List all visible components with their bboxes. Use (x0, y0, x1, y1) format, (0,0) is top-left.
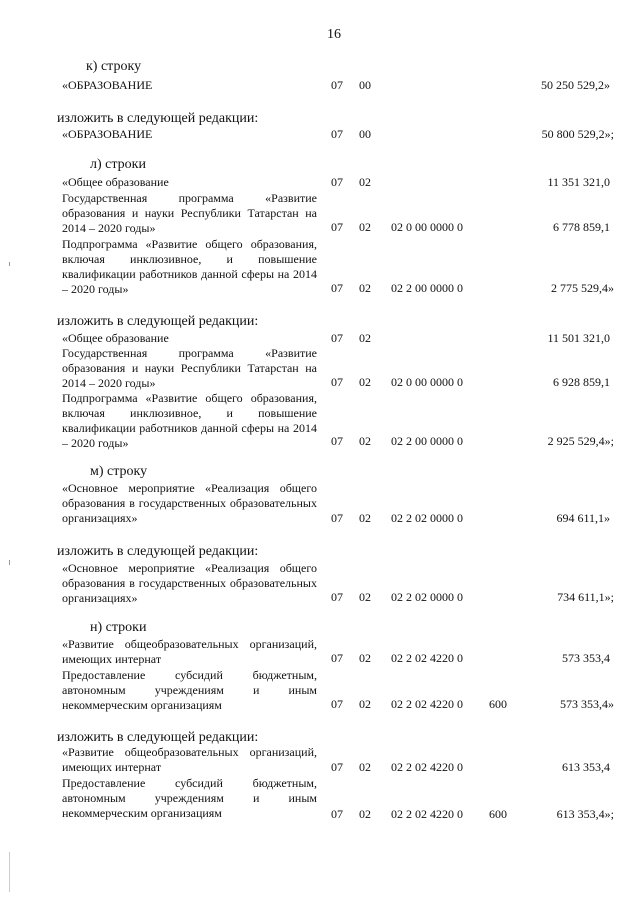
row-pr: 02 (359, 331, 371, 345)
row-rz: 07 (331, 434, 343, 448)
row-rz: 07 (331, 281, 343, 295)
section-heading: изложить в следующей редакции: (57, 111, 259, 126)
section-heading: м) строку (90, 464, 148, 479)
row-pr: 02 (359, 807, 371, 821)
row-sum: 2 775 529,4» (551, 281, 614, 295)
row-text: Государственная программа «Развитие образования и науки Республики Татарстан на 2014 – 2020 годы» (62, 191, 317, 235)
row-pr: 00 (359, 78, 371, 92)
row-text: «Развитие общеобразовательных организаций, имеющих интернат (62, 745, 317, 774)
row-sum: 6 778 859,1 (553, 220, 610, 234)
row-text: «ОБРАЗОВАНИЕ (62, 127, 153, 141)
section-heading: л) строки (90, 157, 146, 172)
row-rz: 07 (331, 651, 343, 665)
row-sum: 2 925 529,4»; (547, 434, 614, 448)
row-rz: 07 (331, 590, 343, 604)
row-csr: 02 2 00 0000 0 (391, 281, 463, 295)
row-sum: 573 353,4» (560, 697, 614, 711)
row-pr: 02 (359, 281, 371, 295)
scan-speck (9, 852, 10, 892)
row-text: «Основное мероприятие «Реализация общего образования в государственных образовательных организациях» (62, 481, 317, 525)
row-rz: 07 (331, 375, 343, 389)
scan-speck (9, 262, 10, 266)
row-vr: 600 (489, 807, 507, 821)
row-pr: 00 (359, 127, 371, 141)
row-rz: 07 (331, 175, 343, 189)
row-rz: 07 (331, 331, 343, 345)
section-heading: к) строку (86, 59, 142, 74)
row-rz: 07 (331, 127, 343, 141)
row-pr: 02 (359, 375, 371, 389)
row-text: «Основное мероприятие «Реализация общего образования в государственных образовательных организациях» (62, 561, 317, 605)
row-csr: 02 2 02 4220 0 (391, 760, 463, 774)
row-pr: 02 (359, 760, 371, 774)
page-number: 16 (327, 27, 341, 42)
row-text: «ОБРАЗОВАНИЕ (62, 78, 153, 92)
row-sum: 11 501 321,0 (547, 331, 610, 345)
section-heading: изложить в следующей редакции: (57, 730, 259, 745)
row-csr: 02 2 02 4220 0 (391, 697, 463, 711)
row-sum: 50 250 529,2» (541, 78, 610, 92)
row-text: Предоставление субсидий бюджетным, автономным учреждениям и иным некоммерческим организациям (62, 668, 317, 712)
row-csr: 02 0 00 0000 0 (391, 220, 463, 234)
row-pr: 02 (359, 651, 371, 665)
section-heading: изложить в следующей редакции: (57, 314, 259, 329)
row-sum: 6 928 859,1 (553, 375, 610, 389)
row-text: Государственная программа «Развитие образования и науки Республики Татарстан на 2014 – 2020 годы» (62, 346, 317, 390)
row-text: Подпрограмма «Развитие общего образования, включая инклюзивное, и повышение квалификации работников данной сферы на 2014 – 2020 годы» (62, 237, 317, 296)
scan-speck (9, 560, 10, 565)
row-sum: 734 611,1»; (557, 590, 614, 604)
row-text: Подпрограмма «Развитие общего образования, включая инклюзивное, и повышение квалификации работников данной сферы на 2014 – 2020 годы» (62, 391, 317, 450)
row-rz: 07 (331, 807, 343, 821)
row-pr: 02 (359, 175, 371, 189)
row-csr: 02 2 02 4220 0 (391, 807, 463, 821)
section-heading: изложить в следующей редакции: (57, 544, 259, 559)
row-text: «Развитие общеобразовательных организаций, имеющих интернат (62, 637, 317, 666)
row-pr: 02 (359, 511, 371, 525)
row-text: Предоставление субсидий бюджетным, автономным учреждениям и иным некоммерческим организациям (62, 776, 317, 820)
row-rz: 07 (331, 760, 343, 774)
row-pr: 02 (359, 697, 371, 711)
row-csr: 02 2 02 0000 0 (391, 511, 463, 525)
row-pr: 02 (359, 220, 371, 234)
row-rz: 07 (331, 220, 343, 234)
row-pr: 02 (359, 590, 371, 604)
row-sum: 613 353,4»; (556, 807, 614, 821)
row-csr: 02 2 00 0000 0 (391, 434, 463, 448)
row-csr: 02 2 02 4220 0 (391, 651, 463, 665)
row-text: «Общее образование (62, 175, 169, 189)
row-rz: 07 (331, 78, 343, 92)
row-sum: 11 351 321,0 (547, 175, 610, 189)
row-sum: 694 611,1» (556, 511, 610, 525)
row-rz: 07 (331, 511, 343, 525)
row-vr: 600 (489, 697, 507, 711)
row-pr: 02 (359, 434, 371, 448)
row-sum: 613 353,4 (562, 760, 610, 774)
row-sum: 50 800 529,2»; (541, 127, 614, 141)
row-csr: 02 2 02 0000 0 (391, 590, 463, 604)
row-sum: 573 353,4 (562, 651, 610, 665)
row-csr: 02 0 00 0000 0 (391, 375, 463, 389)
section-heading: н) строки (90, 620, 147, 635)
row-rz: 07 (331, 697, 343, 711)
row-text: «Общее образование (62, 331, 169, 345)
